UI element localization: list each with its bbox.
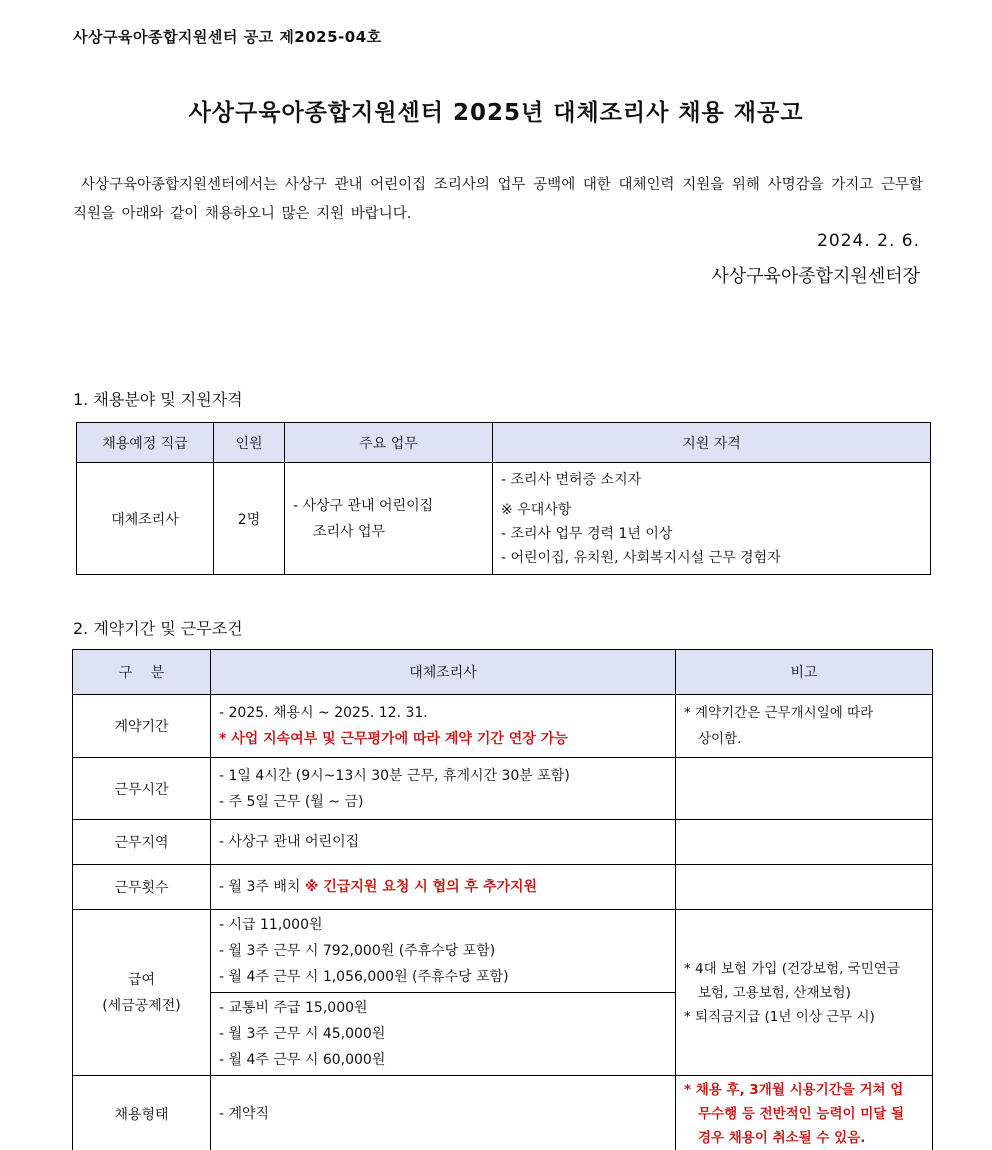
frequency-remark bbox=[676, 865, 933, 910]
header-position: 채용예정 직급 bbox=[77, 423, 214, 463]
transport-line: - 월 4주 근무 시 60,000원 bbox=[219, 1052, 386, 1068]
area-remark bbox=[676, 820, 933, 865]
employment-remark bbox=[676, 1076, 933, 1150]
row-area bbox=[73, 820, 933, 865]
notice-date: 2024. 2. 6. bbox=[817, 231, 920, 251]
qualification-line: ※ 우대사항 bbox=[501, 501, 572, 518]
label-area: 근무지역 bbox=[73, 820, 211, 865]
signer: 사상구육아종합지원센터장 bbox=[711, 266, 920, 287]
hours-detail bbox=[211, 758, 676, 820]
conditions-table bbox=[72, 649, 933, 1150]
header-remarks: 비고 bbox=[676, 650, 933, 695]
recruitment-row bbox=[77, 463, 931, 575]
wage-line: - 월 4주 근무 시 1,056,000원 (주휴수당 포함) bbox=[219, 969, 509, 985]
header-duties: 주요 업무 bbox=[285, 423, 493, 463]
salary-label-sub: (세금공제전) bbox=[102, 997, 181, 1014]
frequency-text: - 월 3주 배치 bbox=[219, 879, 301, 895]
label-frequency: 근무횟수 bbox=[73, 865, 211, 910]
row-hours bbox=[73, 758, 933, 820]
recruitment-table bbox=[76, 422, 931, 575]
period-detail bbox=[211, 695, 676, 758]
label-employment: 채용형태 bbox=[73, 1076, 211, 1150]
frequency-detail bbox=[211, 865, 676, 910]
frequency-line bbox=[219, 874, 667, 900]
duties-cell bbox=[285, 463, 493, 575]
salary-label: 급여 bbox=[127, 971, 156, 988]
wage-detail bbox=[211, 910, 676, 993]
hours-line: - 1일 4시간 (9시~13시 30분 근무, 휴게시간 30분 포함) bbox=[219, 767, 570, 784]
header-count: 인원 bbox=[214, 423, 285, 463]
period-remark bbox=[676, 695, 933, 758]
remark-line: 보험, 고용보험, 산재보험) bbox=[698, 984, 851, 1001]
row-frequency bbox=[73, 865, 933, 910]
duty-line: 조리사 업무 bbox=[313, 523, 386, 540]
count-cell: 2명 bbox=[214, 463, 285, 575]
recruitment-header-row bbox=[77, 423, 931, 463]
section2-heading: 2. 계약기간 및 근무조건 bbox=[73, 619, 243, 638]
conditions-header-row bbox=[73, 650, 933, 695]
transport-detail bbox=[211, 993, 676, 1076]
wage-line: - 시급 11,000원 bbox=[219, 917, 323, 933]
period-line: - 2025. 채용시 ~ 2025. 12. 31. bbox=[219, 705, 428, 721]
remark-line: * 퇴직금지급 (1년 이상 근무 시) bbox=[684, 1008, 875, 1025]
position-cell: 대체조리사 bbox=[77, 463, 214, 575]
label-period: 계약기간 bbox=[73, 695, 211, 758]
probation-note: 무수행 등 전반적인 능력이 미달 될 bbox=[698, 1106, 905, 1122]
remark-line: * 계약기간은 근무개시일에 따라 bbox=[684, 705, 874, 721]
hours-line: - 주 5일 근무 (월 ~ 금) bbox=[219, 793, 364, 810]
probation-note: 경우 채용이 취소될 수 있음. bbox=[698, 1130, 866, 1146]
qualification-line: - 조리사 업무 경력 1년 이상 bbox=[501, 525, 673, 542]
qualification-line: - 조리사 면허증 소지자 bbox=[501, 471, 642, 488]
intro-paragraph: 사상구육아종합지원센터에서는 사상구 관내 어린이집 조리사의 업무 공백에 대한 대체인력 지원을 위해 사명감을 가지고 근무할 직원을 아래와 같이 채용하오니 많은 지원 바랍니다. bbox=[73, 177, 923, 222]
document-title: 사상구육아종합지원센터 2025년 대체조리사 채용 재공고 bbox=[188, 100, 804, 126]
transport-line: - 월 3주 근무 시 45,000원 bbox=[219, 1026, 386, 1042]
duty-line: - 사상구 관내 어린이집 bbox=[293, 497, 434, 514]
header-category: 구 분 bbox=[73, 650, 211, 695]
qualifications-cell bbox=[493, 463, 931, 575]
hours-remark bbox=[676, 758, 933, 820]
header-cook: 대체조리사 bbox=[211, 650, 676, 695]
wage-line: - 월 3주 근무 시 792,000원 (주휴수당 포함) bbox=[219, 943, 496, 959]
row-employment bbox=[73, 1076, 933, 1150]
remark-line: * 4대 보험 가입 (건강보험, 국민연금 bbox=[684, 960, 900, 977]
employment-detail bbox=[211, 1076, 676, 1150]
area-detail bbox=[211, 820, 676, 865]
row-salary-wage bbox=[73, 910, 933, 993]
area-line: - 사상구 관내 어린이집 bbox=[219, 834, 360, 850]
label-salary bbox=[73, 910, 211, 1076]
probation-note: * 채용 후, 3개월 시용기간을 거쳐 업 bbox=[684, 1082, 904, 1098]
label-hours: 근무시간 bbox=[73, 758, 211, 820]
transport-line: - 교통비 주급 15,000원 bbox=[219, 1000, 368, 1016]
frequency-urgent-note: ※ 긴급지원 요청 시 협의 후 추가지원 bbox=[304, 879, 538, 895]
employment-line: - 계약직 bbox=[219, 1106, 270, 1122]
section1-heading: 1. 채용분야 및 지원자격 bbox=[73, 390, 243, 409]
period-extension-note: * 사업 지속여부 및 근무평가에 따라 계약 기간 연장 가능 bbox=[219, 731, 568, 747]
header-qualifications: 지원 자격 bbox=[493, 423, 931, 463]
salary-remark bbox=[676, 910, 933, 1076]
row-period bbox=[73, 695, 933, 758]
qualification-line: - 어린이집, 유치원, 사회복지시설 근무 경험자 bbox=[501, 549, 781, 566]
notice-number: 사상구육아종합지원센터 공고 제2025-04호 bbox=[73, 28, 382, 46]
remark-line: 상이함. bbox=[698, 731, 742, 747]
